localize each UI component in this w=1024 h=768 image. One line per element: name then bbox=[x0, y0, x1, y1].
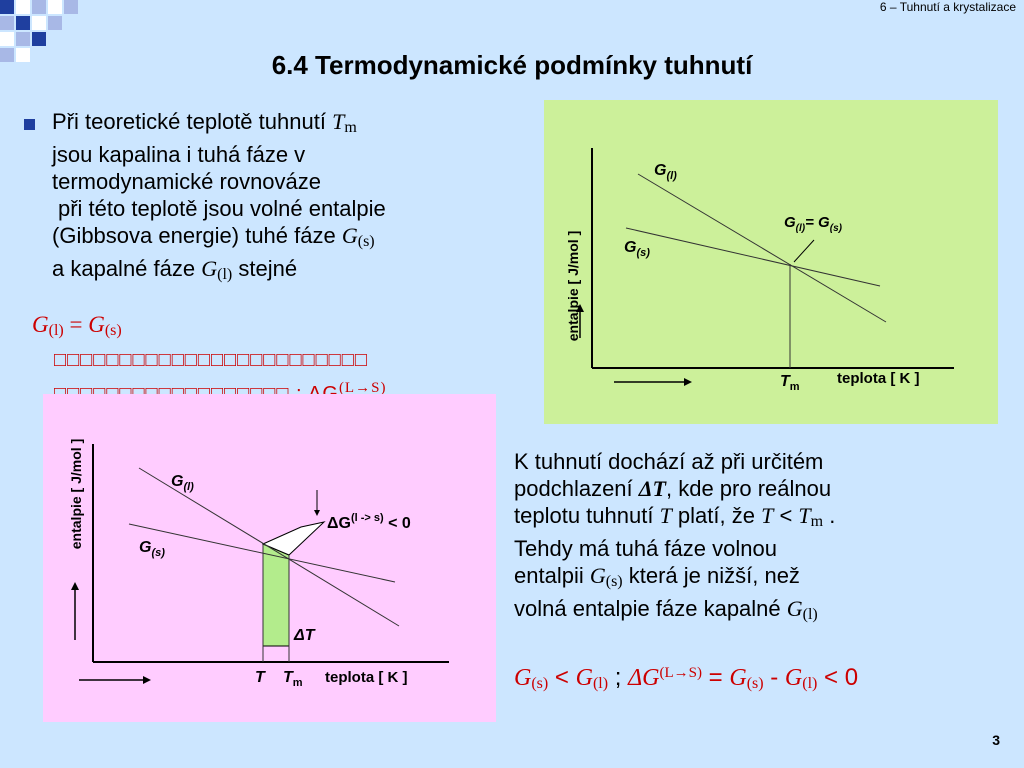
y-axis-label: entalpie [ J/mol ] bbox=[565, 230, 581, 342]
bullet-paragraph: Při teoretické teplotě tuhnutí Tm jsou kapalina i tuhá fáze v termodynamické rovnováze při této teplotě jsou volné entalpie (Gibbsova energie) tuhé fáze G(s) a kapalné fáze G(l) stejné bbox=[24, 108, 544, 288]
g-solid-line bbox=[129, 524, 395, 582]
g-liquid-line bbox=[638, 174, 886, 322]
svg-text:Tm: $T_m$ bbox=[780, 373, 800, 393]
svg-text:T: T bbox=[255, 669, 265, 686]
equilibrium-pointer bbox=[794, 240, 814, 262]
page-number: 3 bbox=[992, 732, 1000, 748]
equilibrium-equation: G(l) = G(s) bbox=[32, 312, 122, 339]
y-axis-label: entalpie [ J/mol ] bbox=[68, 438, 84, 550]
x-axis-label: teplota [ K ] bbox=[837, 370, 920, 387]
svg-text:ΔG(l -> s) < 0: $\Delta G^{(l -> s)} < 0$ bbox=[327, 512, 411, 532]
g-solid-line bbox=[626, 228, 880, 286]
header-label: 6 – Tuhnutí a krystalizace bbox=[879, 0, 1016, 14]
delta-t-region bbox=[263, 544, 289, 646]
undercooling-paragraph: K tuhnutí dochází až při určitém podchlazení ΔT, kde pro reálnou teplotu tuhnutí T platí, že T < Tm . Tehdy má tuhá fáze volnou entalpii G(s) která je nižší, než volná entalpie fáze kapalné G(l) bbox=[514, 449, 836, 623]
svg-text:G(l): $G_{(l)}$ bbox=[171, 473, 194, 493]
svg-text:G(l): $G_{(l)}$ bbox=[654, 162, 677, 182]
page-title: 6.4 Termodynamické podmínky tuhnutí bbox=[271, 50, 753, 80]
x-axis-label: teplota [ K ] bbox=[325, 669, 408, 686]
svg-text:ΔT: ΔT bbox=[294, 627, 315, 644]
svg-text:G(s): $G_{(s)}$ bbox=[624, 239, 650, 259]
undercooling-diagram bbox=[43, 394, 496, 722]
equilibrium-diagram bbox=[544, 100, 998, 424]
svg-text:G(s): $G_{(s)}$ bbox=[139, 539, 165, 559]
svg-text:Tm: $T_m$ bbox=[283, 669, 303, 689]
garbled-text: □□□□□□□□□□□□□□□□□□□□□□□□ □□□□□□□□□□□□□□□□□□ ; $\Delta G^{(L\to S)}$ bbox=[54, 349, 387, 405]
bullet-square-icon bbox=[24, 119, 35, 130]
undercooling-equation: G(s) < G(l) ; $\Delta G^{(L\to S)} = G(s) - G(l) < 0$ bbox=[514, 664, 859, 692]
svg-text:G(l)= G(s): $G_{(l)}= G_{(s)}$ bbox=[784, 214, 842, 234]
